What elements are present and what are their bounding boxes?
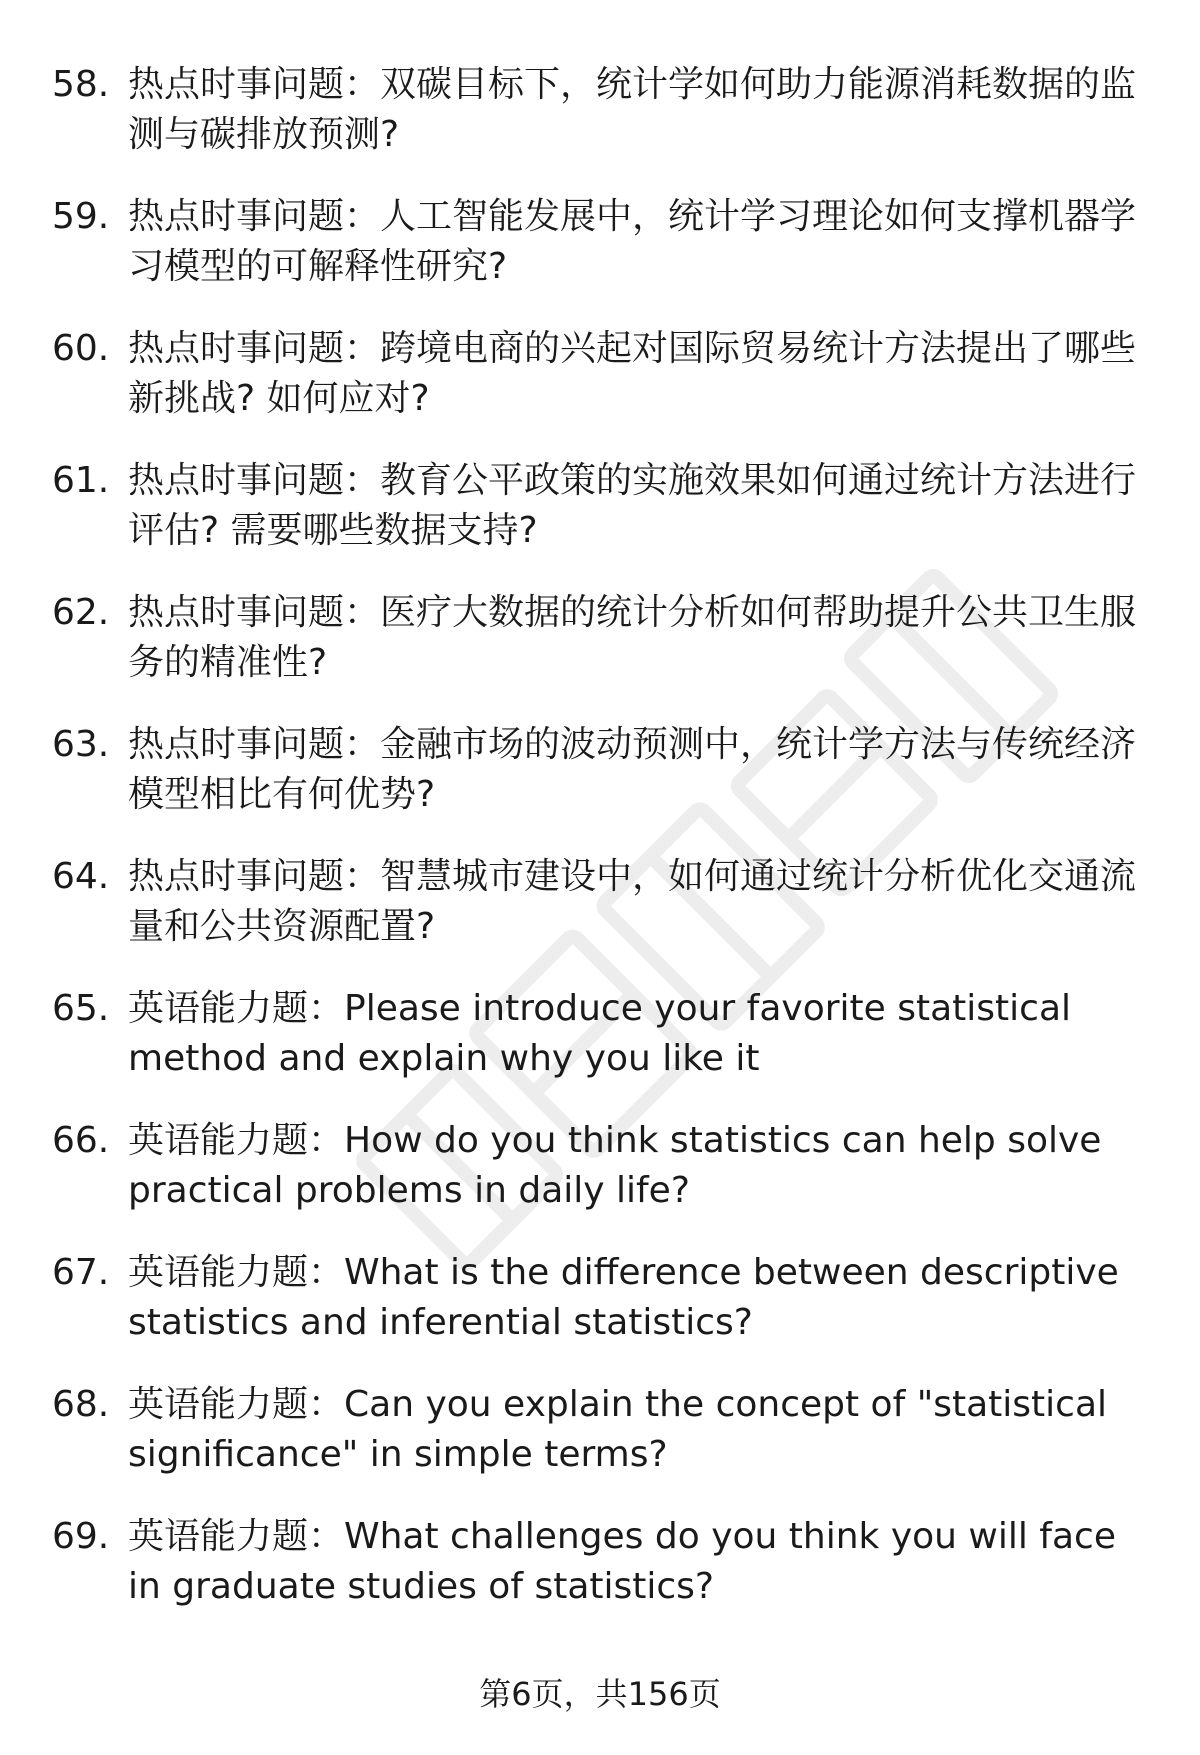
question-text: 英语能力题：How do you think statistics can help solve practical problems in daily life? (128, 1120, 1102, 1211)
question-item-68 (52, 1380, 1142, 1512)
question-text: 热点时事问题：跨境电商的兴起对国际贸易统计方法提出了哪些新挑战? 如何应对? (128, 328, 1137, 419)
question-item-59 (52, 192, 1142, 324)
question-item-67 (52, 1248, 1142, 1380)
question-text: 热点时事问题：人工智能发展中，统计学习理论如何支撑机器学习模型的可解释性研究? (128, 196, 1137, 287)
question-item-65 (52, 984, 1142, 1116)
question-item-61 (52, 456, 1142, 588)
question-text: 英语能力题：Please introduce your favorite statistical method and explain why you like it (128, 988, 1072, 1079)
question-number: 65. (52, 988, 110, 1029)
question-item-63 (52, 720, 1142, 852)
question-text: 英语能力题：Can you explain the concept of "statistical significance" in simple terms? (128, 1384, 1108, 1475)
question-item-60 (52, 324, 1142, 456)
question-text: 热点时事问题：双碳目标下，统计学如何助力能源消耗数据的监测与碳排放预测? (128, 64, 1137, 155)
question-text: 热点时事问题：教育公平政策的实施效果如何通过统计方法进行评估? 需要哪些数据支持? (128, 460, 1137, 551)
question-item-64 (52, 852, 1142, 984)
question-text: 热点时事问题：金融市场的波动预测中，统计学方法与传统经济模型相比有何优势? (128, 724, 1137, 815)
question-number: 59. (52, 196, 110, 237)
question-item-69 (52, 1512, 1142, 1644)
question-number: 69. (52, 1516, 110, 1557)
question-number: 68. (52, 1384, 110, 1425)
question-list (52, 60, 1142, 1644)
question-text: 热点时事问题：智慧城市建设中，如何通过统计分析优化交通流量和公共资源配置? (128, 856, 1137, 947)
question-item-62 (52, 588, 1142, 720)
question-number: 61. (52, 460, 110, 501)
question-number: 63. (52, 724, 110, 765)
question-number: 67. (52, 1252, 110, 1293)
question-item-66 (52, 1116, 1142, 1248)
question-number: 66. (52, 1120, 110, 1161)
question-number: 64. (52, 856, 110, 897)
question-number: 62. (52, 592, 110, 633)
page-indicator: 第6页，共156页 (479, 1675, 721, 1713)
question-text: 英语能力题：What is the difference between descriptive statistics and inferential statistics? (128, 1252, 1119, 1343)
question-text: 热点时事问题：医疗大数据的统计分析如何帮助提升公共卫生服务的精准性? (128, 592, 1137, 683)
question-item-58 (52, 60, 1142, 192)
question-number: 58. (52, 64, 110, 105)
question-text: 英语能力题：What challenges do you think you will face in graduate studies of statistics? (128, 1516, 1116, 1607)
question-number: 60. (52, 328, 110, 369)
